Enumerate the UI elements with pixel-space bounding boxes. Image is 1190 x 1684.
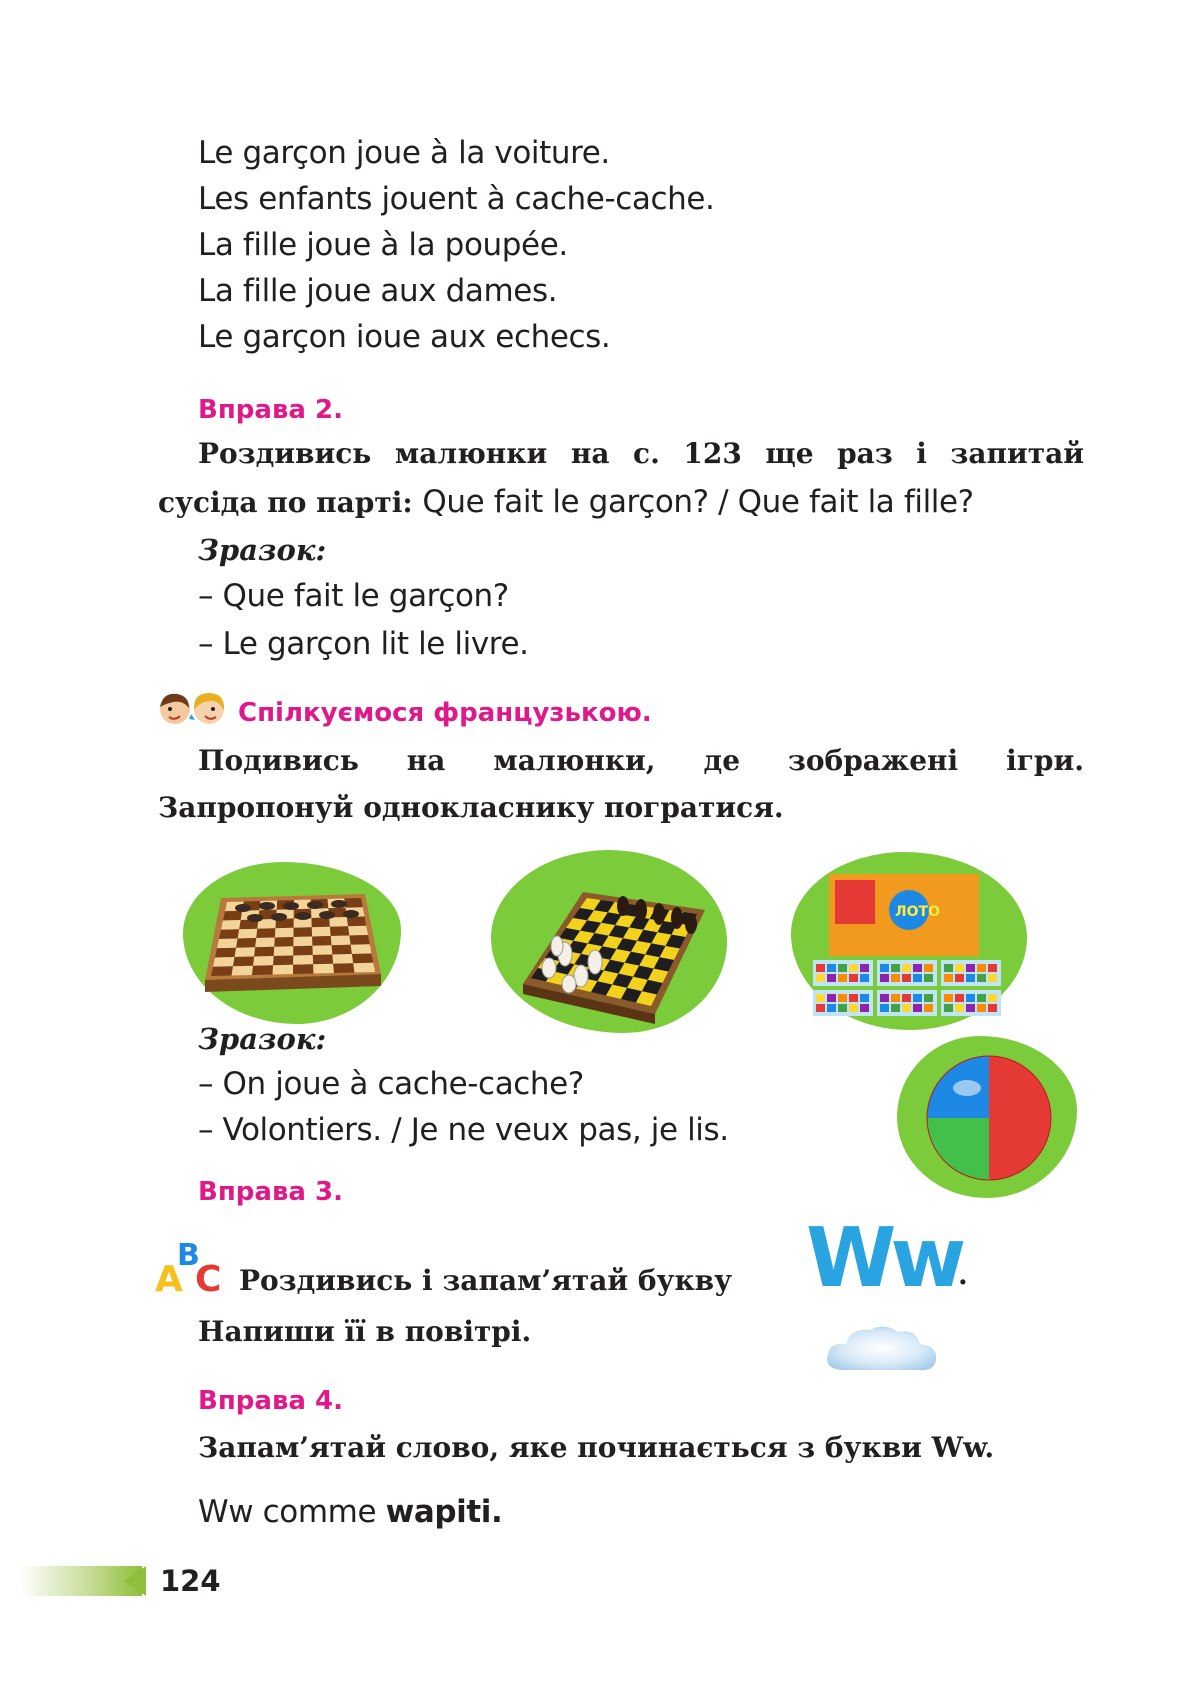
sentence: Le garçon joue à la voiture. xyxy=(198,135,610,171)
communication-heading: Спілкуємося французькою. xyxy=(238,698,652,728)
dialog-line: – Que fait le garçon? xyxy=(198,578,509,614)
exercise-2-heading: Вправа 2. xyxy=(198,395,343,425)
svg-text:A: A xyxy=(155,1259,183,1295)
phrase-prefix: Ww comme xyxy=(198,1494,386,1530)
phrase-word: wapiti. xyxy=(385,1494,503,1530)
letter-period: . xyxy=(958,1258,968,1291)
sentence: La fille joue à la poupée. xyxy=(198,227,568,263)
loto-box-label: ЛОТО xyxy=(895,904,940,920)
loto-picture xyxy=(791,852,1027,1030)
top-sentences xyxy=(198,135,715,365)
example-label: Зразок: xyxy=(198,1022,327,1056)
svg-text:C: C xyxy=(195,1259,222,1295)
exercise-4-heading: Вправа 4. xyxy=(198,1386,343,1416)
chess-picture xyxy=(491,850,727,1033)
ball-picture xyxy=(897,1036,1077,1198)
example-label: Зразок: xyxy=(198,533,327,567)
exercise-2-instruction-line2 xyxy=(158,484,974,526)
cloud-icon xyxy=(820,1318,944,1382)
communication-instruction-line1: Подивись на малюнки, де зображені ігри. xyxy=(198,744,1084,777)
children-talking-icon xyxy=(155,690,230,728)
letter-ww: Ww xyxy=(806,1211,961,1306)
sentence: Le garçon ioue aux echecs. xyxy=(198,319,611,355)
checkers-picture xyxy=(183,862,401,1024)
abc-letters-icon xyxy=(155,1233,225,1295)
sentence: Les enfants jouent à cache-cache. xyxy=(198,181,715,217)
communication-instruction-line2: Запропонуй однокласнику погратися. xyxy=(158,791,784,824)
instruction-text: сусіда по парті: xyxy=(158,486,423,519)
exercise-3-heading: Вправа 3. xyxy=(198,1177,343,1207)
exercise-3-instruction-line1: Роздивись і запам’ятай букву xyxy=(239,1264,733,1297)
svg-text:B: B xyxy=(177,1238,200,1273)
exercise-3-instruction-line2: Напиши її в повітрі. xyxy=(198,1315,532,1348)
french-questions: Que fait le garçon? / Que fait la fille? xyxy=(422,484,974,520)
sentence: La fille joue aux dames. xyxy=(198,273,558,309)
page-number: 124 xyxy=(160,1564,221,1598)
page-arrow-icon xyxy=(124,1566,146,1596)
dialog-line: – Volontiers. / Je ne veux pas, je lis. xyxy=(198,1112,729,1148)
exercise-4-instruction: Запам’ятай слово, яке починається з букви Ww. xyxy=(198,1431,995,1464)
example-phrase xyxy=(198,1494,502,1530)
exercise-2-instruction-line1: Роздивись малюнки на с. 123 ще раз і запитай xyxy=(198,437,1084,470)
dialog-line: – Le garçon lit le livre. xyxy=(198,626,529,662)
dialog-line: – On joue à cache-cache? xyxy=(198,1066,584,1102)
